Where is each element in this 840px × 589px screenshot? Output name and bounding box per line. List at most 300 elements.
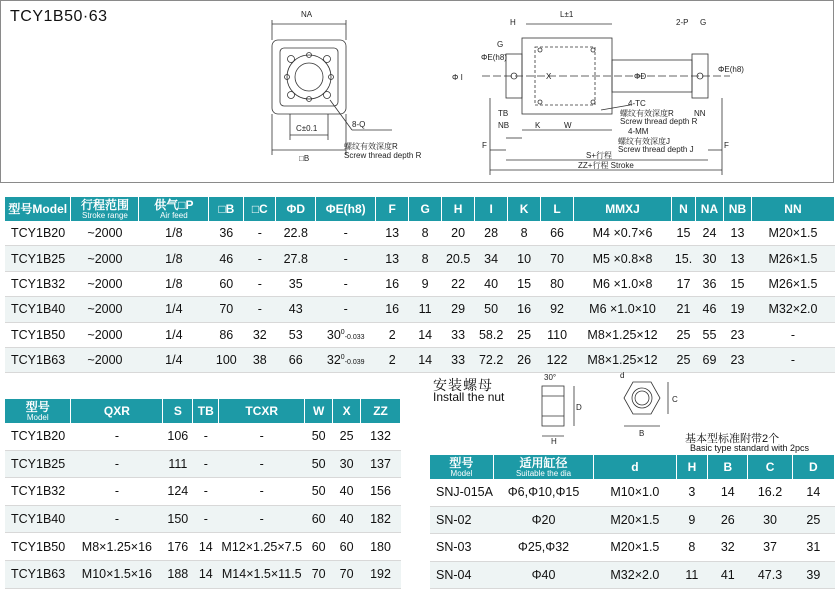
specs-cell: M32×2.0 <box>751 297 834 322</box>
technical-drawing <box>0 0 840 189</box>
specs-cell: 58.2 <box>475 322 508 347</box>
specs2-cell: TCY1B50 <box>5 533 71 561</box>
specs2-header-6 <box>333 399 361 423</box>
specs-cell: 32 <box>244 322 276 347</box>
nut-cell: SN-04 <box>430 561 493 589</box>
specs2-cell: - <box>193 423 219 450</box>
nut-header-6 <box>792 455 834 479</box>
specs-cell: 43 <box>276 297 316 322</box>
specs2-cell: 176 <box>163 533 193 561</box>
specs2-cell: M10×1.5×16 <box>71 560 163 588</box>
table-row <box>5 505 401 533</box>
specs2-header-label: S <box>173 404 182 418</box>
specs-header-8 <box>409 197 442 221</box>
specs-cell: - <box>316 271 376 296</box>
specs-cell: - <box>316 246 376 271</box>
specs2-cell: TCY1B20 <box>5 423 71 450</box>
specs2-cell: - <box>219 450 305 478</box>
specs2-cell: - <box>193 450 219 478</box>
specs-header-label: ΦE(h8) <box>325 202 366 216</box>
specs-cell: ~2000 <box>71 221 139 246</box>
specs-cell: 13 <box>723 221 751 246</box>
specs-cell: - <box>316 297 376 322</box>
specs-cell: ~2000 <box>71 297 139 322</box>
specs2-header-5 <box>305 399 333 423</box>
w-label: W <box>564 121 572 130</box>
specs-header-5 <box>276 197 316 221</box>
nut-cell: 9 <box>676 506 708 534</box>
specs-cell: 46 <box>695 297 723 322</box>
specs-header-label: H <box>453 202 463 216</box>
specs-cell: 1/8 <box>139 246 209 271</box>
specs2-header-label: W <box>313 404 325 418</box>
nut-d-small-label: d <box>620 371 625 380</box>
specs2-cell: - <box>193 478 219 506</box>
specs-cell: 35 <box>276 271 316 296</box>
nut-cell: 16.2 <box>748 479 792 506</box>
specs-header-4 <box>244 197 276 221</box>
specs-header-16 <box>723 197 751 221</box>
specs-cell: 15 <box>723 271 751 296</box>
std-label: 基本型标准附带2个 <box>685 433 780 445</box>
thread-en-q-label: Screw thread depth R <box>344 151 422 160</box>
specs-cell: 8 <box>508 221 541 246</box>
nut-header-label: C <box>765 460 775 474</box>
specs-header-13 <box>574 197 672 221</box>
specs-cell: 15. <box>672 246 696 271</box>
specs-body <box>5 221 835 373</box>
specs-cell: TCY1B50 <box>5 322 71 347</box>
specs-cell: 20 <box>442 221 475 246</box>
specs-table <box>5 197 835 373</box>
specs-cell: 17 <box>672 271 696 296</box>
specs-cell: 10 <box>508 246 541 271</box>
specs-cell: 14 <box>409 322 442 347</box>
specs-cell: 69 <box>695 347 723 372</box>
specs-cell: 50 <box>475 297 508 322</box>
specs2-cell: 40 <box>333 505 361 533</box>
nut-header-sublabel: Model <box>450 468 473 478</box>
nut-cell: M32×2.0 <box>594 561 676 589</box>
specs-cell: 16 <box>376 271 409 296</box>
table-row <box>5 560 401 588</box>
table-row <box>5 297 835 322</box>
table-row <box>430 479 835 506</box>
l-label: L±1 <box>560 10 574 19</box>
specs-cell: M20×1.5 <box>751 221 834 246</box>
specs-header-row <box>5 197 835 221</box>
specs-cell: ~2000 <box>71 347 139 372</box>
specs-header-9 <box>442 197 475 221</box>
specs-cell: 55 <box>695 322 723 347</box>
specs-cell: 53 <box>276 322 316 347</box>
specs-header-label: L <box>553 202 561 216</box>
specs-cell: - <box>244 297 276 322</box>
specs-header-label: MMXJ <box>605 202 640 216</box>
specs-cell: 110 <box>541 322 574 347</box>
specs-cell: ~2000 <box>71 322 139 347</box>
specs-header-label: □B <box>218 202 235 216</box>
table-row <box>430 534 835 562</box>
nut-cell: 31 <box>792 534 834 562</box>
specs-cell: 66 <box>276 347 316 372</box>
nut-b-label: B <box>639 429 645 438</box>
nut-title-en: Install the nut <box>433 390 505 404</box>
table-row <box>5 450 401 478</box>
specs-cell: 36 <box>695 271 723 296</box>
specs-cell: 13 <box>723 246 751 271</box>
specs2-header-label: ZZ <box>373 404 388 418</box>
nb-label: NB <box>498 121 510 130</box>
g-label: G <box>700 18 707 27</box>
specs2-cell: TCY1B32 <box>5 478 71 506</box>
table-row <box>5 423 401 450</box>
specs-cell: 72.2 <box>475 347 508 372</box>
specs-cell: 2 <box>376 347 409 372</box>
specs-header-6 <box>316 197 376 221</box>
nut-header-label: H <box>687 460 697 474</box>
specs-cell: 25 <box>672 322 696 347</box>
nut-header-0 <box>430 455 493 479</box>
table-row <box>5 533 401 561</box>
specs2-header-2 <box>163 399 193 423</box>
specs2-cell: 60 <box>333 533 361 561</box>
specs-header-15 <box>695 197 723 221</box>
nut-cell: Φ6,Φ10,Φ15 <box>493 479 593 506</box>
specs2-cell: 60 <box>305 533 333 561</box>
nut-cell: M20×1.5 <box>594 534 676 562</box>
nut-cell: 30 <box>748 506 792 534</box>
specs-table-2 <box>5 399 401 589</box>
specs-cell: 13 <box>376 246 409 271</box>
stroke-label: S+行程 <box>586 151 613 160</box>
nut-cell: 3 <box>676 479 708 506</box>
specs-cell: M5 ×0.8×8 <box>574 246 672 271</box>
specs-cell: 27.8 <box>276 246 316 271</box>
specs2-header-label: 型号 <box>25 399 50 414</box>
nut-cell: 11 <box>676 561 708 589</box>
specs-header-label: N <box>679 202 688 216</box>
specs-cell: TCY1B25 <box>5 246 71 271</box>
thread-cn-r-label: 螺纹有效深度R <box>620 109 674 118</box>
nut-cell: 41 <box>708 561 748 589</box>
specs2-header-sublabel: Model <box>26 412 49 422</box>
e-h8b-label: ΦE(h8) <box>718 65 744 74</box>
specs-cell: 60 <box>209 271 244 296</box>
x-label: X <box>546 72 552 81</box>
table-row <box>5 322 835 347</box>
specs-cell: - <box>244 271 276 296</box>
e-h8-label: ΦE(h8) <box>481 53 507 62</box>
std-label-en: Basic type standard with 2pcs <box>690 443 810 453</box>
specs2-cell: - <box>219 423 305 450</box>
nut-cell: M10×1.0 <box>594 479 676 506</box>
specs-cell: 16 <box>376 297 409 322</box>
specs-cell: $30^0-0.033$ <box>316 322 376 347</box>
nut-cell: 32 <box>708 534 748 562</box>
specs-header-label: NA <box>700 202 719 216</box>
specs-cell: - <box>244 221 276 246</box>
specs2-cell: 14 <box>193 560 219 588</box>
specs2-cell: 180 <box>361 533 401 561</box>
nut-cell: M20×1.5 <box>594 506 676 534</box>
specs2-cell: 25 <box>333 423 361 450</box>
nut-deg-label: 30° <box>544 373 557 382</box>
specs-header-label: □C <box>251 202 268 216</box>
specs-cell: 70 <box>541 246 574 271</box>
specs-cell: 38 <box>244 347 276 372</box>
nut-header-1 <box>493 455 593 479</box>
specs2-cell: 156 <box>361 478 401 506</box>
specs-cell: 33 <box>442 322 475 347</box>
k-label: K <box>535 121 541 130</box>
specs-header-sublabel: Stroke range <box>82 210 128 220</box>
specs-header-0 <box>5 197 71 221</box>
specs2-cell: TCY1B25 <box>5 450 71 478</box>
nut-header-label: d <box>631 460 639 474</box>
specs-header-label: K <box>519 202 529 216</box>
specs2-header-label: QXR <box>103 404 130 418</box>
nut-header-5 <box>748 455 792 479</box>
specs-cell: ~2000 <box>71 246 139 271</box>
b-label: □B <box>299 154 310 163</box>
specs2-cell: 14 <box>193 533 219 561</box>
nut-cell: Φ20 <box>493 506 593 534</box>
specs2-cell: 40 <box>333 478 361 506</box>
specs2-cell: 132 <box>361 423 401 450</box>
specs-cell: 9 <box>409 271 442 296</box>
tc-label: 4-TC <box>628 99 646 108</box>
specs-cell: M26×1.5 <box>751 271 834 296</box>
specs-cell: 25 <box>672 347 696 372</box>
f2-label: F <box>724 141 729 150</box>
mm-label: 4-MM <box>628 127 649 136</box>
nut-header-row <box>430 455 835 479</box>
specs2-cell: 70 <box>305 560 333 588</box>
nut-header-label: D <box>809 460 818 474</box>
nut-cell: 8 <box>676 534 708 562</box>
specs-header-label: G <box>420 202 430 216</box>
specs-header-12 <box>541 197 574 221</box>
specs2-cell: 50 <box>305 423 333 450</box>
specs-cell: 80 <box>541 271 574 296</box>
specs2-header-1 <box>71 399 163 423</box>
specs2-cell: 192 <box>361 560 401 588</box>
nut-cell: 26 <box>708 506 748 534</box>
specs-cell: 8 <box>409 221 442 246</box>
table-row <box>430 561 835 589</box>
nut-cell: 47.3 <box>748 561 792 589</box>
na-label: NA <box>301 10 313 19</box>
specs-header-3 <box>209 197 244 221</box>
specs-cell: TCY1B20 <box>5 221 71 246</box>
i-label: Φ I <box>452 73 463 82</box>
nut-cell: 39 <box>792 561 834 589</box>
specs-cell: 1/8 <box>139 271 209 296</box>
specs-cell: M8×1.25×12 <box>574 347 672 372</box>
specs-header-label: F <box>388 202 396 216</box>
specs2-cell: 50 <box>305 478 333 506</box>
specs-cell: 40 <box>475 271 508 296</box>
page-title: TCY1B50·63 <box>10 8 108 25</box>
table-row <box>5 221 835 246</box>
specs-cell: 46 <box>209 246 244 271</box>
specs-cell: 1/4 <box>139 297 209 322</box>
specs-header-label: NN <box>784 202 802 216</box>
nut-body <box>430 479 835 589</box>
nut-header-3 <box>676 455 708 479</box>
specs2-header-label: TB <box>197 404 214 418</box>
table-row <box>5 271 835 296</box>
specs-cell: 11 <box>409 297 442 322</box>
q-label: 8-Q <box>352 120 366 129</box>
specs-cell: 8 <box>409 246 442 271</box>
h-label: H <box>510 18 516 27</box>
table-row <box>5 478 401 506</box>
nut-header-sublabel: Suitable the dia <box>515 468 572 478</box>
thread-cn-j-label: 螺纹有效深度J <box>618 137 670 146</box>
specs-cell: TCY1B63 <box>5 347 71 372</box>
f-label: F <box>482 141 487 150</box>
nut-cell: SN-02 <box>430 506 493 534</box>
specs-cell: 20.5 <box>442 246 475 271</box>
specs-cell: 1/4 <box>139 322 209 347</box>
specs-cell: 21 <box>672 297 696 322</box>
specs-cell: 25 <box>508 322 541 347</box>
nut-header-2 <box>594 455 676 479</box>
specs-cell: 23 <box>723 322 751 347</box>
specs-cell: 2 <box>376 322 409 347</box>
specs-cell: 14 <box>409 347 442 372</box>
specs-cell: 26 <box>508 347 541 372</box>
specs-cell: 24 <box>695 221 723 246</box>
specs-cell: 33 <box>442 347 475 372</box>
specs-cell: 36 <box>209 221 244 246</box>
specs-cell: 34 <box>475 246 508 271</box>
specs-header-label: NB <box>728 202 747 216</box>
specs2-cell: 50 <box>305 450 333 478</box>
specs-header-sublabel: Air feed <box>160 210 188 220</box>
specs-cell: 23 <box>723 347 751 372</box>
specs-header-label: 型号Model <box>8 202 68 216</box>
d-phi-label: ΦD <box>634 72 647 81</box>
specs-cell: 92 <box>541 297 574 322</box>
nut-header-label: B <box>723 460 733 474</box>
specs-cell: ~2000 <box>71 271 139 296</box>
specs-cell: 30 <box>695 246 723 271</box>
specs-cell: - <box>751 322 834 347</box>
specs-header-17 <box>751 197 834 221</box>
specs2-header-row <box>5 399 401 423</box>
specs2-header-7 <box>361 399 401 423</box>
specs-cell: - <box>316 221 376 246</box>
nut-header-label: 适用缸径 <box>519 455 568 470</box>
specs2-header-label: TCXR <box>245 404 279 418</box>
specs2-cell: 111 <box>163 450 193 478</box>
tb-label: TB <box>498 109 509 118</box>
specs2-cell: 70 <box>333 560 361 588</box>
specs2-cell: - <box>71 450 163 478</box>
specs-header-14 <box>672 197 696 221</box>
specs-cell: 15 <box>508 271 541 296</box>
specs-header-10 <box>475 197 508 221</box>
specs2-cell: - <box>71 505 163 533</box>
specs2-cell: - <box>71 423 163 450</box>
specs-cell: M4 ×0.7×6 <box>574 221 672 246</box>
g2-label: G <box>497 40 504 49</box>
specs2-cell: - <box>219 478 305 506</box>
nut-cell: Φ40 <box>493 561 593 589</box>
specs-cell: 22.8 <box>276 221 316 246</box>
specs-header-label: I <box>489 202 493 216</box>
specs-cell: 19 <box>723 297 751 322</box>
specs2-cell: TCY1B63 <box>5 560 71 588</box>
specs-cell: $32^0-0.039$ <box>316 347 376 372</box>
table-row <box>430 506 835 534</box>
nut-c-label: C <box>672 395 678 404</box>
nut-header-label: 型号 <box>449 455 474 470</box>
nut-cell: 37 <box>748 534 792 562</box>
specs-cell: M8×1.25×12 <box>574 322 672 347</box>
p-label: 2-P <box>676 18 689 27</box>
specs2-cell: M8×1.25×16 <box>71 533 163 561</box>
specs2-cell: TCY1B40 <box>5 505 71 533</box>
specs-header-label: 行程范围 <box>80 197 129 212</box>
table-row <box>5 246 835 271</box>
specs-cell: 86 <box>209 322 244 347</box>
front-view <box>272 20 392 155</box>
thread-en-r-label: Screw thread depth R <box>620 117 698 126</box>
specs-header-1 <box>71 197 139 221</box>
specs2-header-label: X <box>342 404 351 418</box>
nut-cell: Φ25,Φ32 <box>493 534 593 562</box>
specs-cell: 28 <box>475 221 508 246</box>
specs-cell: 22 <box>442 271 475 296</box>
nut-cell: SNJ-015A <box>430 479 493 506</box>
nut-cell: SN-03 <box>430 534 493 562</box>
specs-header-11 <box>508 197 541 221</box>
specs-cell: 122 <box>541 347 574 372</box>
specs2-cell: 60 <box>305 505 333 533</box>
table-row <box>5 347 835 372</box>
specs2-cell: 188 <box>163 560 193 588</box>
specs2-cell: - <box>219 505 305 533</box>
specs2-cell: M12×1.25×7.5 <box>219 533 305 561</box>
specs2-body <box>5 423 401 588</box>
specs-cell: 29 <box>442 297 475 322</box>
nut-h-label: H <box>551 437 557 446</box>
specs-cell: 15 <box>672 221 696 246</box>
specs-cell: 66 <box>541 221 574 246</box>
specs2-header-3 <box>193 399 219 423</box>
specs2-header-4 <box>219 399 305 423</box>
specs-cell: - <box>244 246 276 271</box>
nn-label: NN <box>694 109 706 118</box>
specs-cell: M6 ×1.0×8 <box>574 271 672 296</box>
specs-cell: 16 <box>508 297 541 322</box>
specs2-cell: 150 <box>163 505 193 533</box>
nut-diagram <box>530 368 710 446</box>
specs-cell: 1/8 <box>139 221 209 246</box>
nut-cell: 25 <box>792 506 834 534</box>
specs-cell: 1/4 <box>139 347 209 372</box>
nut-header-4 <box>708 455 748 479</box>
specs-header-2 <box>139 197 209 221</box>
c-tolerance-label: C±0.1 <box>296 124 318 133</box>
nut-title: 安装螺母 <box>433 377 493 393</box>
specs2-cell: 30 <box>333 450 361 478</box>
specs-cell: 13 <box>376 221 409 246</box>
